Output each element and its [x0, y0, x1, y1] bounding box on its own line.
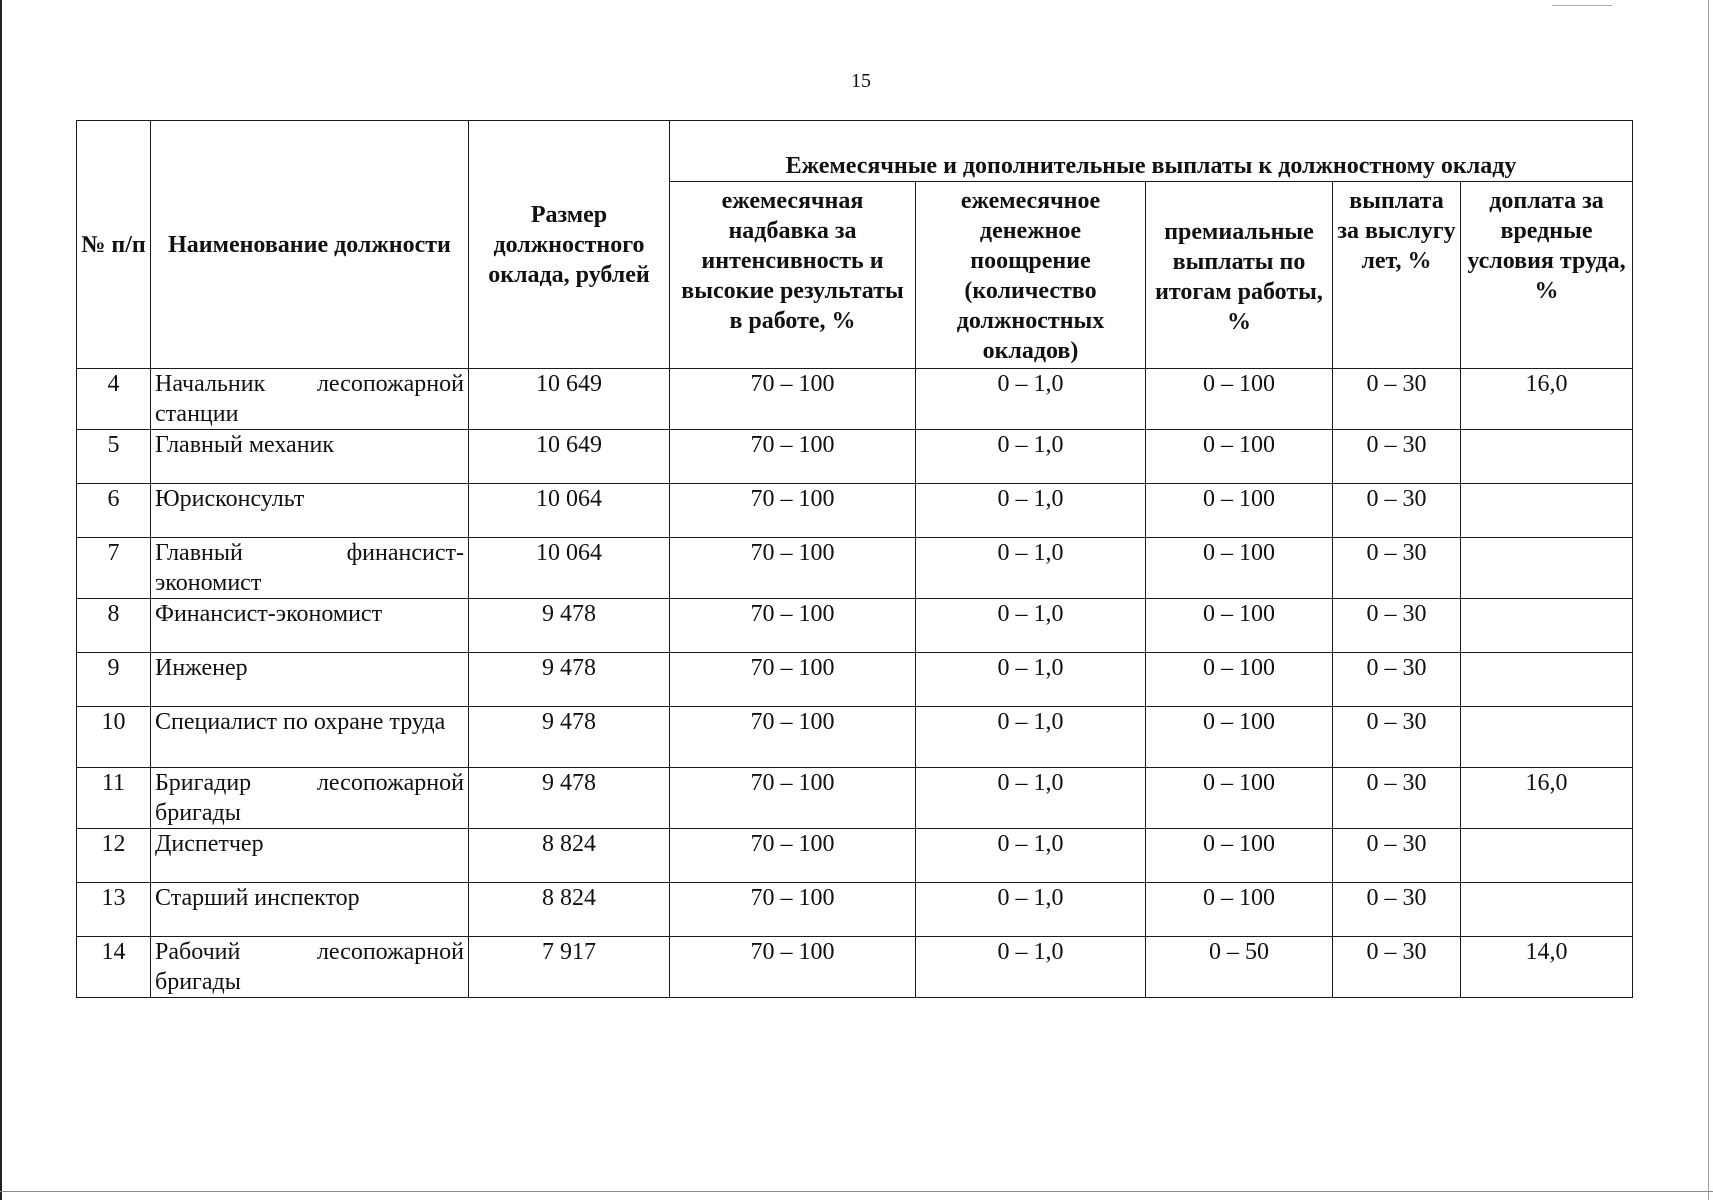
header-num: № п/п	[77, 121, 151, 369]
cell-salary: 8 824	[469, 829, 670, 883]
cell-num: 11	[77, 768, 151, 829]
cell-num: 8	[77, 599, 151, 653]
cell-hazard	[1461, 829, 1633, 883]
cell-name: Рабочий лесопожарной бригады	[151, 937, 469, 998]
cell-name: Юрисконсульт	[151, 484, 469, 538]
cell-num: 12	[77, 829, 151, 883]
cell-hazard: 16,0	[1461, 369, 1633, 430]
scan-mark-top	[1552, 5, 1612, 6]
cell-bonus: 0 – 100	[1146, 484, 1333, 538]
cell-incentive: 0 – 1,0	[916, 653, 1146, 707]
cell-name: Финансист-экономист	[151, 599, 469, 653]
cell-hazard	[1461, 707, 1633, 768]
cell-bonus: 0 – 100	[1146, 430, 1333, 484]
scan-mark-bottom	[0, 1191, 1713, 1192]
cell-salary: 9 478	[469, 653, 670, 707]
cell-bonus: 0 – 100	[1146, 829, 1333, 883]
cell-seniority: 0 – 30	[1333, 829, 1461, 883]
header-seniority: выплата за выслугу лет, %	[1333, 182, 1461, 369]
cell-name: Главный финансист-экономист	[151, 538, 469, 599]
cell-incentive: 0 – 1,0	[916, 937, 1146, 998]
cell-incentive: 0 – 1,0	[916, 883, 1146, 937]
cell-intensity: 70 – 100	[670, 883, 916, 937]
cell-hazard: 16,0	[1461, 768, 1633, 829]
cell-num: 5	[77, 430, 151, 484]
table-row	[77, 599, 1633, 653]
header-salary: Размер должностного оклада, рублей	[469, 121, 670, 369]
cell-salary: 10 649	[469, 430, 670, 484]
header-hazard: доплата за вредные условия труда, %	[1461, 182, 1633, 369]
page-number: 15	[851, 70, 871, 92]
cell-incentive: 0 – 1,0	[916, 768, 1146, 829]
cell-name: Начальник лесопожарной станции	[151, 369, 469, 430]
cell-name: Старший инспектор	[151, 883, 469, 937]
cell-seniority: 0 – 30	[1333, 369, 1461, 430]
cell-hazard	[1461, 883, 1633, 937]
cell-seniority: 0 – 30	[1333, 430, 1461, 484]
cell-salary: 10 064	[469, 538, 670, 599]
table-row	[77, 937, 1633, 998]
cell-num: 4	[77, 369, 151, 430]
header-payments-group: Ежемесячные и дополнительные выплаты к должностному окладу	[670, 121, 1633, 182]
table-row	[77, 484, 1633, 538]
cell-num: 6	[77, 484, 151, 538]
table-row	[77, 768, 1633, 829]
header-name: Наименование должности	[151, 121, 469, 369]
scan-edge-right	[1708, 0, 1709, 1200]
cell-hazard	[1461, 430, 1633, 484]
cell-name: Главный механик	[151, 430, 469, 484]
cell-intensity: 70 – 100	[670, 538, 916, 599]
cell-incentive: 0 – 1,0	[916, 484, 1146, 538]
cell-intensity: 70 – 100	[670, 707, 916, 768]
cell-hazard	[1461, 484, 1633, 538]
cell-seniority: 0 – 30	[1333, 707, 1461, 768]
cell-num: 10	[77, 707, 151, 768]
cell-hazard	[1461, 599, 1633, 653]
salary-table	[76, 120, 1633, 998]
cell-seniority: 0 – 30	[1333, 937, 1461, 998]
table-row	[77, 538, 1633, 599]
cell-bonus: 0 – 100	[1146, 707, 1333, 768]
cell-salary: 10 649	[469, 369, 670, 430]
cell-incentive: 0 – 1,0	[916, 599, 1146, 653]
table-row	[77, 883, 1633, 937]
cell-incentive: 0 – 1,0	[916, 430, 1146, 484]
table-row	[77, 369, 1633, 430]
cell-hazard: 14,0	[1461, 937, 1633, 998]
cell-bonus: 0 – 100	[1146, 538, 1333, 599]
cell-seniority: 0 – 30	[1333, 768, 1461, 829]
cell-intensity: 70 – 100	[670, 653, 916, 707]
cell-intensity: 70 – 100	[670, 369, 916, 430]
cell-name: Бригадир лесопожарной бригады	[151, 768, 469, 829]
cell-intensity: 70 – 100	[670, 599, 916, 653]
cell-seniority: 0 – 30	[1333, 484, 1461, 538]
cell-intensity: 70 – 100	[670, 937, 916, 998]
cell-incentive: 0 – 1,0	[916, 369, 1146, 430]
cell-incentive: 0 – 1,0	[916, 707, 1146, 768]
cell-salary: 9 478	[469, 599, 670, 653]
cell-bonus: 0 – 50	[1146, 937, 1333, 998]
cell-salary: 8 824	[469, 883, 670, 937]
cell-salary: 10 064	[469, 484, 670, 538]
cell-num: 7	[77, 538, 151, 599]
cell-bonus: 0 – 100	[1146, 653, 1333, 707]
cell-seniority: 0 – 30	[1333, 653, 1461, 707]
cell-intensity: 70 – 100	[670, 430, 916, 484]
cell-name: Диспетчер	[151, 829, 469, 883]
cell-bonus: 0 – 100	[1146, 369, 1333, 430]
cell-intensity: 70 – 100	[670, 484, 916, 538]
cell-num: 14	[77, 937, 151, 998]
cell-name: Инженер	[151, 653, 469, 707]
header-bonus: премиальные выплаты по итогам работы, %	[1146, 182, 1333, 369]
cell-seniority: 0 – 30	[1333, 883, 1461, 937]
cell-salary: 9 478	[469, 707, 670, 768]
cell-salary: 7 917	[469, 937, 670, 998]
cell-bonus: 0 – 100	[1146, 599, 1333, 653]
cell-num: 9	[77, 653, 151, 707]
cell-incentive: 0 – 1,0	[916, 538, 1146, 599]
table-row	[77, 653, 1633, 707]
cell-seniority: 0 – 30	[1333, 538, 1461, 599]
cell-seniority: 0 – 30	[1333, 599, 1461, 653]
cell-intensity: 70 – 100	[670, 829, 916, 883]
table-row	[77, 707, 1633, 768]
table-row	[77, 430, 1633, 484]
cell-num: 13	[77, 883, 151, 937]
cell-salary: 9 478	[469, 768, 670, 829]
header-incentive: ежемесячное денежное поощрение (количество должностных окладов)	[916, 182, 1146, 369]
cell-bonus: 0 – 100	[1146, 768, 1333, 829]
cell-incentive: 0 – 1,0	[916, 829, 1146, 883]
cell-hazard	[1461, 653, 1633, 707]
cell-hazard	[1461, 538, 1633, 599]
cell-name: Специалист по охране труда	[151, 707, 469, 768]
header-intensity: ежемесячная надбавка за интенсивность и высокие результаты в работе, %	[670, 182, 916, 369]
table-row	[77, 829, 1633, 883]
scan-edge-left	[0, 0, 2, 1200]
cell-intensity: 70 – 100	[670, 768, 916, 829]
cell-bonus: 0 – 100	[1146, 883, 1333, 937]
